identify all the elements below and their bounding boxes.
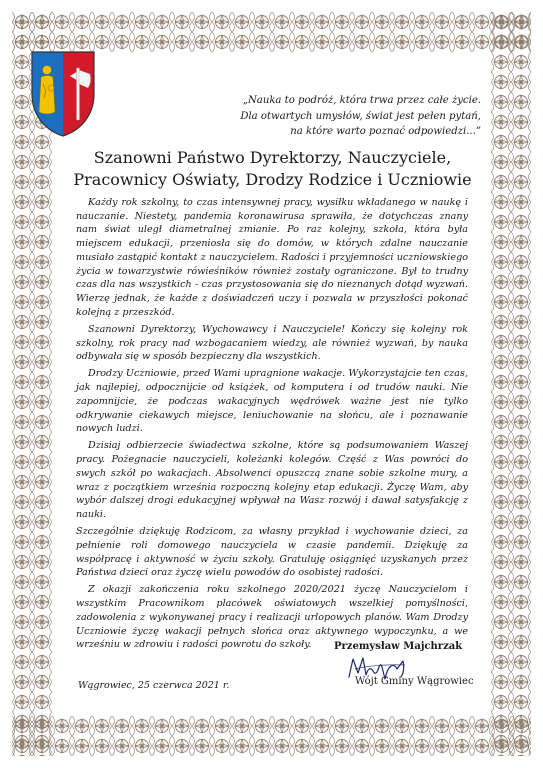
paragraph: Z okazji zakończenia roku szkolnego 2020/2021 życzę Nauczycielom i wszystkim Pracownikom placówek oświatowych wszelkiej pomyślności, zadowolenia z wykonywanej pracy i realizacji urlopowych planów. Wam Drodzy Uczniowie życzę wakacji pełnych słońca oraz aktywnego wypoczynku, a we wrześniu w zdrowiu i radości powrotu do szkoły. <box>76 584 468 651</box>
paragraph: Drodzy Uczniowie, przed Wami upragnione wakacje. Wykorzystajcie ten czas, jak najlepiej, odpocznijcie od książek, od komputera i od trudów nauki. Nie zapomnijcie, że podczas wakacyjnych wędrówek ważne jest nie tylko odkrywanie ciekawych miejsce, leniuchowanie na słońcu, ale i poznawanie nowych ludzi. <box>76 368 468 435</box>
title-line: Pracownicy Oświaty, Drodzy Rodzice i Uczniowie <box>73 170 472 189</box>
signatory-name: Przemysław Majchrzak <box>334 641 463 652</box>
paragraph: Każdy rok szkolny, to czas intensywnej pracy, wysiłku wkładanego w naukę i nauczanie. Niestety, pandemia koronawirusa sprawiła, że dotychczas znany nam świat uległ diametralnej zmianie. Po raz kolejny, szkoła, która była miejscem edukacji, przeniosła się do domów, w których zdalne nauczanie musiało zastąpić kontakt z nauczycielem. Radości i przyjemności uczniowskiego życia w towarzystwie rówieśników również zostały ograniczone. Był to trudny czas dla nas wszystkich - czas przystosowania się do nieznanych dotąd wyzwań. Wierzę jednak, że każde z doświadczeń uczy i pozwala w przyszłości pokonać kolejną z przeszkód. <box>76 197 468 318</box>
signatory-role: Wójt Gminy Wągrowiec <box>355 676 474 687</box>
motto-quote <box>181 93 481 140</box>
ornamental-border-top <box>12 12 531 52</box>
letter-title <box>60 147 485 191</box>
letter-body <box>76 196 468 656</box>
ornamental-border-bottom <box>12 716 531 756</box>
paragraph: Szczególnie dziękuję Rodzicom, za własny przykład i wychowanie dzieci, za pełnienie roli domowego nauczyciela w czasie pandemii. Dziękuję za współpracę i aktywność w życiu szkoły. Gratuluję osiągnięć uzyskanych przez Państwa dzieci oraz życzę wielu powodów do osobistej radości. <box>76 526 468 579</box>
motto-line: „Nauka to podróż, która trwa przez całe życie. <box>242 95 481 106</box>
title-line: Szanowni Państwo Dyrektorzy, Nauczyciele, <box>93 148 452 167</box>
place-date: Wągrowiec, 25 czerwca 2021 r. <box>78 680 230 691</box>
motto-line: Dla otwartych umysłów, świat jest pełen pytań, <box>240 110 481 122</box>
ornamental-border-right <box>491 12 531 756</box>
paragraph: Dzisiaj odbierzecie świadectwa szkolne, które są podsumowaniem Waszej pracy. Pożegnacie nauczycieli, koleżanki kolegów. Część z Was powróci do swych szkół po wakacjach. Absolwenci opuszczą znane sobie szkolne mury, a wraz z początkiem września rozpoczną kolejny etap edukacji. Życzę Wam, aby wybór dalszej drogi edukacyjnej wpływał na Wasz rozwój i dawał satysfakcję z nauki. <box>76 440 468 520</box>
coat-of-arms-icon <box>30 50 96 138</box>
paragraph: Szanowni Dyrektorzy, Wychowawcy i Nauczyciele! Kończy się kolejny rok szkolny, rok pracy nad wzbogacaniem wiedzy, ale również wyzwań, by nauka odbywała się w sposób bezpieczny dla wszystkich. <box>76 323 468 363</box>
motto-line: na które warto poznać odpowiedzi...” <box>290 126 481 137</box>
